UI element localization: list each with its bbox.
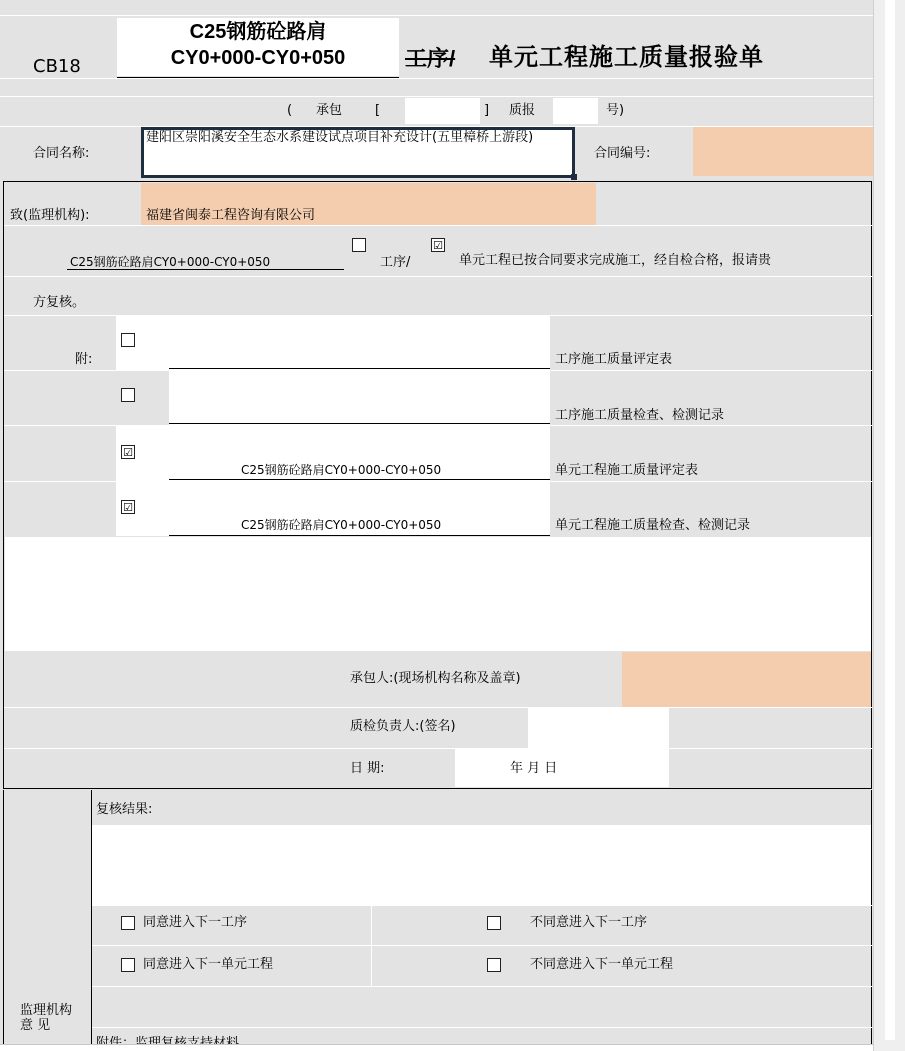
underline	[117, 77, 399, 78]
review-result-cell[interactable]	[92, 825, 871, 905]
grid-line	[0, 15, 873, 16]
report-no-open-paren: (	[287, 103, 293, 118]
attachment-doc: 工序施工质量检查、检测记录	[555, 408, 725, 423]
underline	[67, 269, 344, 270]
report-no-number: 号)	[606, 103, 625, 118]
attachment-name: C25钢筋砼路肩CY0+000-CY0+050	[241, 463, 442, 477]
qc-signature-cell[interactable]	[528, 708, 669, 748]
report-no-bracket-close: ]	[484, 103, 490, 118]
cell-resize-handle[interactable]	[571, 174, 577, 180]
report-year-cell[interactable]	[405, 98, 480, 124]
grid-line	[4, 276, 872, 277]
grid-line	[0, 96, 873, 97]
statement-line2: 方复核。	[33, 295, 86, 310]
attachment-checkbox[interactable]	[121, 333, 135, 347]
contract-no-cell[interactable]	[693, 127, 873, 176]
opt-agree-next-unit-checkbox[interactable]	[121, 958, 135, 972]
to-value: 福建省闽泰工程咨询有限公司	[146, 208, 316, 223]
opt-agree-next-process-checkbox[interactable]	[121, 916, 135, 930]
attachment-checkbox[interactable]: ☑	[121, 445, 135, 459]
scrollbar-thumb[interactable]	[885, 0, 895, 1040]
opt-disagree-next-process-checkbox[interactable]	[487, 916, 501, 930]
underline	[169, 535, 550, 536]
grid-line	[0, 78, 873, 79]
statement-line1-rest: 单元工程已按合同要求完成施工，经自检合格，报请贵	[459, 253, 772, 268]
report-no-quality: 质报	[509, 103, 536, 118]
date-label: 日 期:	[350, 761, 385, 776]
attachment-name: C25钢筋砼路肩CY0+000-CY0+050	[241, 518, 442, 532]
underline	[169, 423, 550, 424]
underline	[169, 368, 550, 369]
report-number-cell[interactable]	[553, 98, 598, 124]
unit-name-line1: C25钢筋砼路肩	[189, 21, 327, 43]
contract-name-label: 合同名称:	[33, 146, 90, 161]
opt-disagree-next-unit-checkbox[interactable]	[487, 958, 501, 972]
blank-area	[5, 537, 871, 651]
supervisor-label-1: 监理机构	[20, 1003, 73, 1018]
opt-agree-next-unit: 同意进入下一单元工程	[143, 957, 274, 972]
unit-name-line2: CY0+000-CY0+050	[170, 47, 346, 69]
attachment-doc: 单元工程施工质量检查、检测记录	[555, 518, 751, 533]
form-title: 单元工程施工质量报验单	[489, 44, 764, 71]
report-no-bracket-open: [	[375, 103, 381, 118]
review-result-label: 复核结果:	[96, 802, 153, 817]
grid-line	[92, 1027, 872, 1028]
to-label: 致(监理机构):	[10, 208, 90, 223]
date-value: 年 月 日	[510, 761, 558, 776]
attachment-checkbox[interactable]: ☑	[121, 500, 135, 514]
sheet-bottom-edge	[0, 1044, 873, 1051]
statement-proc-label: 工序/	[380, 255, 411, 270]
attachment-checkbox[interactable]	[121, 388, 135, 402]
underline	[169, 479, 550, 480]
date-cell[interactable]	[455, 749, 669, 787]
form-code: CB18	[33, 56, 81, 77]
title-prefix: 工序/	[405, 46, 456, 71]
grid-line	[4, 225, 872, 226]
grid-line	[4, 370, 872, 371]
qc-label: 质检负责人:(签名)	[350, 719, 456, 734]
attachments-label: 附:	[75, 352, 93, 367]
opt-disagree-next-process: 不同意进入下一工序	[530, 915, 648, 930]
grid-line	[4, 707, 872, 708]
grid-line	[92, 986, 872, 987]
report-no-contractor: 承包	[316, 103, 343, 118]
grid-line	[4, 748, 872, 749]
grid-line	[92, 905, 872, 906]
opt-disagree-next-unit: 不同意进入下一单元工程	[530, 957, 674, 972]
vertical-scrollbar[interactable]	[873, 0, 905, 1051]
contract-name-value: 建阳区崇阳溪安全生态水系建设试点项目补充设计(五里樟桥上游段)	[146, 130, 534, 145]
attachment-doc: 工序施工质量评定表	[555, 352, 673, 367]
statement-unit-name: C25钢筋砼路肩CY0+000-CY0+050	[70, 255, 271, 269]
unit-checkbox[interactable]: ☑	[431, 238, 445, 252]
opt-agree-next-process: 同意进入下一工序	[143, 915, 248, 930]
contractor-label: 承包人:(现场机构名称及盖章)	[350, 671, 521, 686]
process-checkbox[interactable]	[352, 238, 366, 252]
attachment-doc: 单元工程施工质量评定表	[555, 463, 699, 478]
supervisor-label-2: 意 见	[20, 1018, 51, 1033]
contractor-seal-cell[interactable]	[622, 652, 871, 707]
contract-no-label: 合同编号:	[594, 146, 651, 161]
grid-line	[371, 906, 372, 986]
grid-line	[92, 945, 872, 946]
